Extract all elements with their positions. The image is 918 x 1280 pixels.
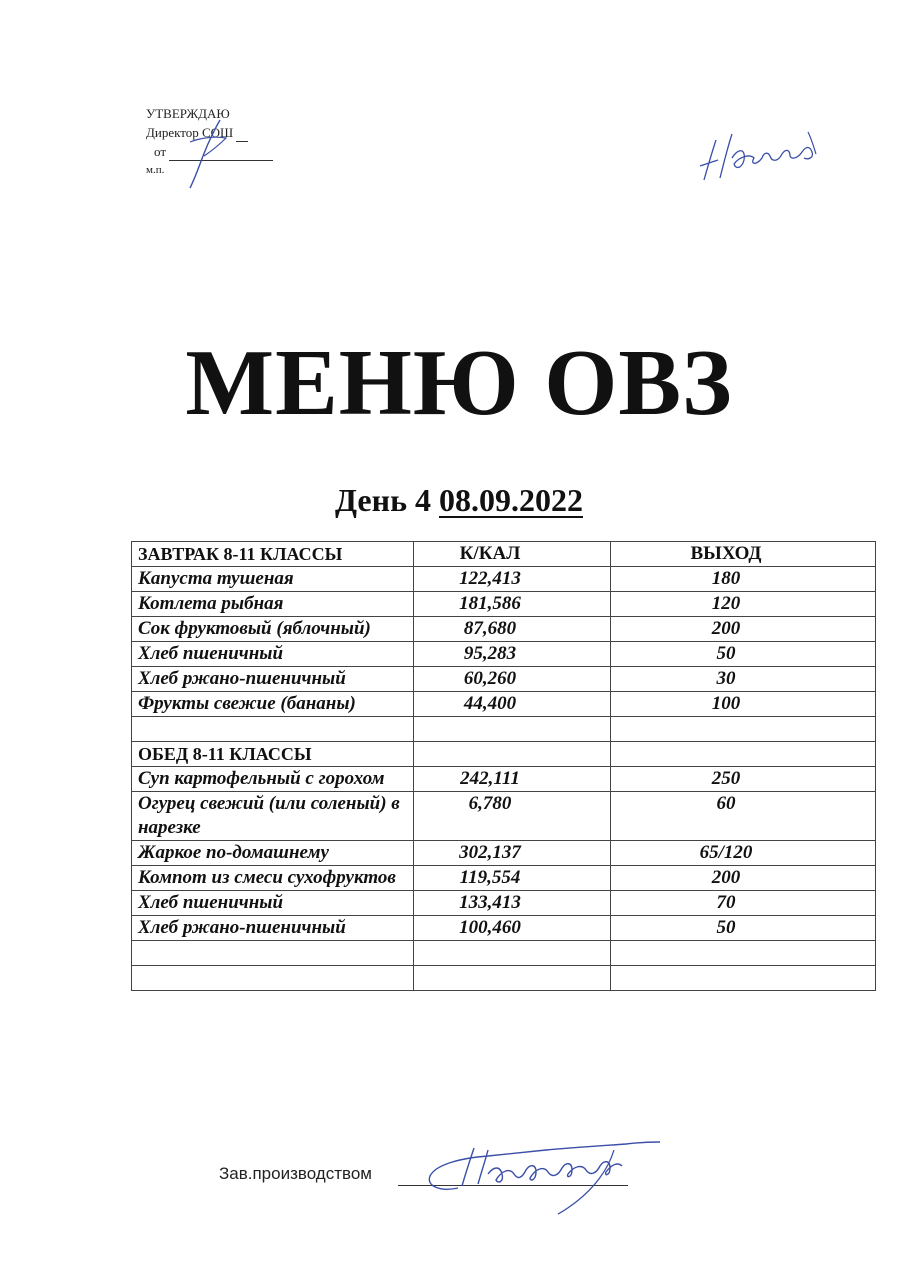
dish-yield: 50	[611, 642, 876, 667]
menu-table	[131, 541, 876, 991]
dish-yield: 50	[611, 916, 876, 941]
dish-yield: 250	[611, 767, 876, 792]
dish-name: Хлеб ржано-пшеничный	[132, 667, 414, 692]
dish-yield: 100	[611, 692, 876, 717]
day-date: 08.09.2022	[438, 482, 583, 518]
dish-kcal: 60,260	[414, 667, 611, 692]
dish-kcal: 181,586	[414, 592, 611, 617]
table-row	[132, 916, 876, 941]
dish-name: Фрукты свежие (бананы)	[132, 692, 414, 717]
menu-title: МЕНЮ ОВЗ	[185, 331, 733, 435]
table-row	[132, 567, 876, 592]
dish-name: Огурец свежий (или соленый) в нарезке	[132, 792, 414, 841]
table-row	[132, 866, 876, 891]
dish-yield: 60	[611, 792, 876, 841]
table-row	[132, 792, 876, 841]
table-row	[132, 642, 876, 667]
approval-title: УТВЕРЖДАЮ	[146, 106, 230, 121]
dish-name: Капуста тушеная	[132, 567, 414, 592]
approval-date-label: от	[154, 144, 167, 159]
dish-kcal: 302,137	[414, 841, 611, 866]
empty-cell	[611, 742, 876, 767]
director-approval-signature-mark	[170, 112, 240, 192]
dish-yield: 180	[611, 567, 876, 592]
breakfast-header: ЗАВТРАК 8-11 КЛАССЫ	[132, 542, 414, 567]
dish-name: Жаркое по-домашнему	[132, 841, 414, 866]
day-label: День 4	[335, 482, 431, 518]
table-row	[132, 617, 876, 642]
dish-kcal: 95,283	[414, 642, 611, 667]
kcal-header: К/КАЛ	[414, 542, 611, 567]
dish-kcal: 122,413	[414, 567, 611, 592]
dish-kcal: 119,554	[414, 866, 611, 891]
empty-cell	[414, 742, 611, 767]
empty-row	[132, 941, 876, 966]
lunch-header: ОБЕД 8-11 КЛАССЫ	[132, 742, 414, 767]
lunch-header-row	[132, 742, 876, 767]
dish-name: Котлета рыбная	[132, 592, 414, 617]
table-row	[132, 841, 876, 866]
dish-name: Компот из смеси сухофруктов	[132, 866, 414, 891]
dish-kcal: 242,111	[414, 767, 611, 792]
dish-yield: 70	[611, 891, 876, 916]
dish-yield: 200	[611, 866, 876, 891]
yield-header: ВЫХОД	[611, 542, 876, 567]
production-manager-label: Зав.производством	[219, 1164, 372, 1183]
dish-name: Хлеб пшеничный	[132, 642, 414, 667]
table-row	[132, 767, 876, 792]
empty-row	[132, 717, 876, 742]
dish-yield: 200	[611, 617, 876, 642]
dish-name: Хлеб ржано-пшеничный	[132, 916, 414, 941]
dish-kcal: 100,460	[414, 916, 611, 941]
dish-name: Сок фруктовый (яблочный)	[132, 617, 414, 642]
dish-yield: 30	[611, 667, 876, 692]
director-signature	[690, 118, 830, 193]
table-row	[132, 891, 876, 916]
empty-row	[132, 966, 876, 991]
day-title	[0, 480, 918, 520]
dish-yield: 120	[611, 592, 876, 617]
table-row	[132, 667, 876, 692]
table-row	[132, 592, 876, 617]
dish-kcal: 87,680	[414, 617, 611, 642]
breakfast-header-row	[132, 542, 876, 567]
manager-signature	[418, 1130, 668, 1220]
dish-name: Суп картофельный с горохом	[132, 767, 414, 792]
dish-yield: 65/120	[611, 841, 876, 866]
dish-name: Хлеб пшеничный	[132, 891, 414, 916]
dish-kcal: 133,413	[414, 891, 611, 916]
approval-stamp-place: м.п.	[146, 164, 165, 176]
dish-kcal: 44,400	[414, 692, 611, 717]
approval-director: Директор СОШ	[146, 125, 234, 140]
dish-kcal: 6,780	[414, 792, 611, 841]
table-row	[132, 692, 876, 717]
